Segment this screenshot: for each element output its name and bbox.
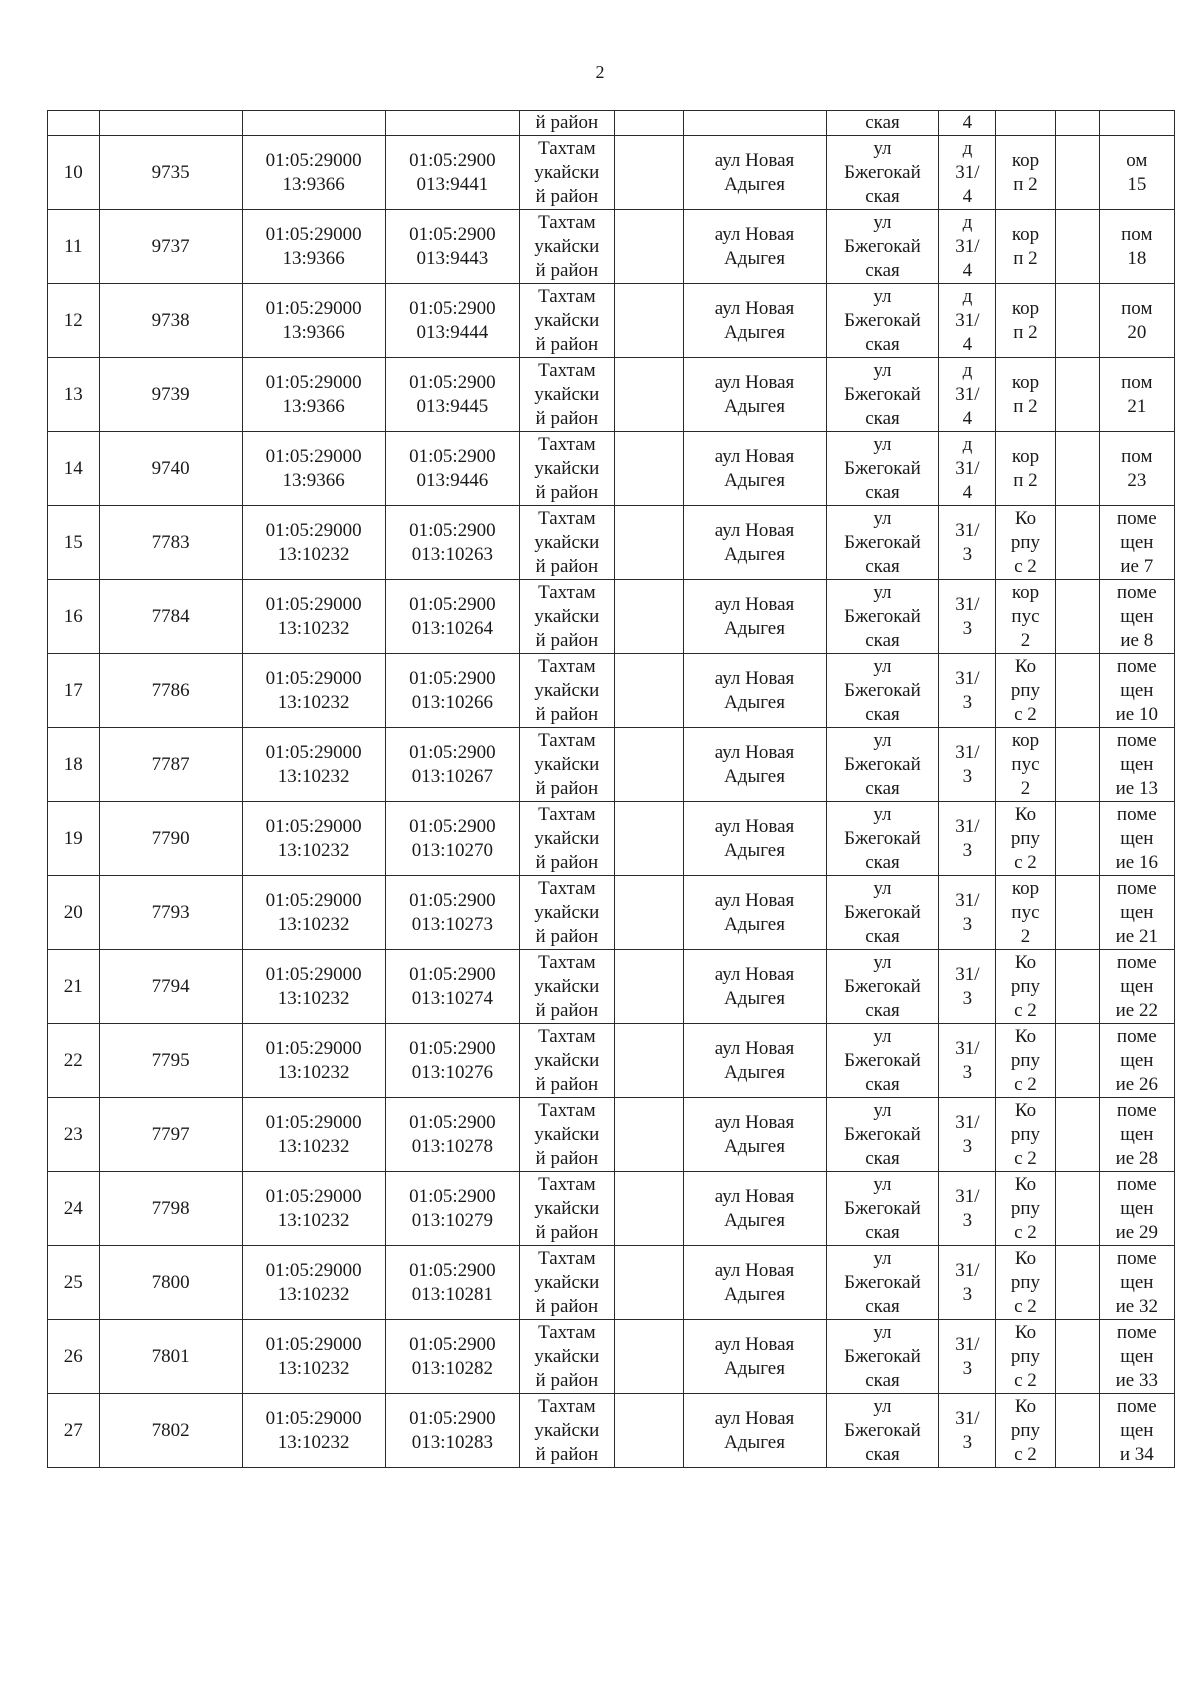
cell-locality: аул Новая Адыгея — [683, 580, 826, 654]
cell-locality: аул Новая Адыгея — [683, 876, 826, 950]
cell-building: кор п 2 — [996, 358, 1055, 432]
cell-district: Тахтам укайски й район — [520, 136, 615, 210]
cell-house: 31/ 3 — [939, 728, 996, 802]
cell-district: Тахтам укайски й район — [520, 876, 615, 950]
cell-cadastral-2: 01:05:2900 013:9444 — [385, 284, 519, 358]
cell-empty-1 — [614, 210, 683, 284]
cell-room: поме щен ие 16 — [1099, 802, 1174, 876]
cell-cadastral-2: 01:05:2900 013:9443 — [385, 210, 519, 284]
cell-house: 31/ 3 — [939, 580, 996, 654]
cell-building: Ко рпу с 2 — [996, 1320, 1055, 1394]
cell-district: Тахтам укайски й район — [520, 1098, 615, 1172]
cell-district: й район — [520, 111, 615, 136]
cell-district: Тахтам укайски й район — [520, 1394, 615, 1468]
cell-number: 7786 — [99, 654, 242, 728]
cell-no: 10 — [48, 136, 100, 210]
cell-locality: аул Новая Адыгея — [683, 950, 826, 1024]
cell-empty-1 — [614, 1024, 683, 1098]
cell-street: ул Бжегокай ская — [826, 1320, 939, 1394]
cell-cadastral-1: 01:05:29000 13:9366 — [242, 358, 385, 432]
table-row — [48, 432, 1175, 506]
cell-house: д 31/ 4 — [939, 358, 996, 432]
cell-building: кор п 2 — [996, 432, 1055, 506]
table-row — [48, 728, 1175, 802]
table-row — [48, 654, 1175, 728]
cell-locality: аул Новая Адыгея — [683, 654, 826, 728]
cell-no: 21 — [48, 950, 100, 1024]
cell-cadastral-1: 01:05:29000 13:10232 — [242, 1024, 385, 1098]
cell-street: ул Бжегокай ская — [826, 284, 939, 358]
cell-district: Тахтам укайски й район — [520, 1024, 615, 1098]
cell-no: 24 — [48, 1172, 100, 1246]
cell-locality: аул Новая Адыгея — [683, 358, 826, 432]
cell-house: 31/ 3 — [939, 1024, 996, 1098]
cell-no: 20 — [48, 876, 100, 950]
cell-street: ул Бжегокай ская — [826, 210, 939, 284]
cell-street: ул Бжегокай ская — [826, 136, 939, 210]
table-body — [48, 111, 1175, 1468]
cell-no: 25 — [48, 1246, 100, 1320]
cell-house: 31/ 3 — [939, 506, 996, 580]
cell-empty-2 — [1055, 432, 1099, 506]
cell-empty-1 — [614, 802, 683, 876]
cell-cadastral-2: 01:05:2900 013:9446 — [385, 432, 519, 506]
cell-building: Ко рпу с 2 — [996, 506, 1055, 580]
cell-cadastral-1: 01:05:29000 13:10232 — [242, 876, 385, 950]
cell-street: ул Бжегокай ская — [826, 1024, 939, 1098]
cell-number: 7798 — [99, 1172, 242, 1246]
cell-cadastral-1: 01:05:29000 13:9366 — [242, 136, 385, 210]
cell-empty-1 — [614, 1394, 683, 1468]
table-row — [48, 136, 1175, 210]
cell-cadastral-1: 01:05:29000 13:10232 — [242, 1320, 385, 1394]
table-row — [48, 580, 1175, 654]
cell-room: поме щен ие 10 — [1099, 654, 1174, 728]
cell-cadastral-2: 01:05:2900 013:10282 — [385, 1320, 519, 1394]
cell-cadastral-2: 01:05:2900 013:10274 — [385, 950, 519, 1024]
cell-no: 18 — [48, 728, 100, 802]
cell-building: Ко рпу с 2 — [996, 654, 1055, 728]
cell-building: Ко рпу с 2 — [996, 802, 1055, 876]
cell-room: поме щен ие 29 — [1099, 1172, 1174, 1246]
cell-room: поме щен ие 28 — [1099, 1098, 1174, 1172]
cell-number: 9738 — [99, 284, 242, 358]
table-row — [48, 210, 1175, 284]
cell-district: Тахтам укайски й район — [520, 506, 615, 580]
cell-cadastral-2: 01:05:2900 013:10278 — [385, 1098, 519, 1172]
cell-building: кор пус 2 — [996, 728, 1055, 802]
cell-cadastral-1: 01:05:29000 13:10232 — [242, 506, 385, 580]
cell-cadastral-2: 01:05:2900 013:10279 — [385, 1172, 519, 1246]
cell-locality — [683, 111, 826, 136]
cell-locality: аул Новая Адыгея — [683, 506, 826, 580]
cell-cadastral-2: 01:05:2900 013:10270 — [385, 802, 519, 876]
cell-room: пом 23 — [1099, 432, 1174, 506]
cell-building: кор п 2 — [996, 210, 1055, 284]
cell-building: кор пус 2 — [996, 580, 1055, 654]
cell-district: Тахтам укайски й район — [520, 432, 615, 506]
cell-district: Тахтам укайски й район — [520, 802, 615, 876]
cell-locality: аул Новая Адыгея — [683, 802, 826, 876]
cell-district: Тахтам укайски й район — [520, 580, 615, 654]
cell-cadastral-2: 01:05:2900 013:9445 — [385, 358, 519, 432]
cell-house: 31/ 3 — [939, 1246, 996, 1320]
cell-district: Тахтам укайски й район — [520, 210, 615, 284]
cell-building: Ко рпу с 2 — [996, 950, 1055, 1024]
cell-number: 7790 — [99, 802, 242, 876]
cell-street: ул Бжегокай ская — [826, 802, 939, 876]
cell-empty-1 — [614, 506, 683, 580]
table-row — [48, 506, 1175, 580]
cell-room: поме щен и 34 — [1099, 1394, 1174, 1468]
cell-street: ул Бжегокай ская — [826, 358, 939, 432]
cell-number: 7802 — [99, 1394, 242, 1468]
cell-no: 15 — [48, 506, 100, 580]
cell-building: Ко рпу с 2 — [996, 1394, 1055, 1468]
cell-empty-1 — [614, 432, 683, 506]
table-row — [48, 1024, 1175, 1098]
table-row — [48, 1098, 1175, 1172]
cell-number: 7801 — [99, 1320, 242, 1394]
cell-district: Тахтам укайски й район — [520, 1172, 615, 1246]
cell-cadastral-2: 01:05:2900 013:10276 — [385, 1024, 519, 1098]
cell-locality: аул Новая Адыгея — [683, 210, 826, 284]
cell-number: 9737 — [99, 210, 242, 284]
cell-cadastral-2: 01:05:2900 013:10263 — [385, 506, 519, 580]
cell-no: 26 — [48, 1320, 100, 1394]
cell-cadastral-2: 01:05:2900 013:10273 — [385, 876, 519, 950]
cell-locality: аул Новая Адыгея — [683, 136, 826, 210]
cell-empty-2 — [1055, 802, 1099, 876]
cell-street: ул Бжегокай ская — [826, 950, 939, 1024]
cell-empty-2 — [1055, 1320, 1099, 1394]
table-row — [48, 1320, 1175, 1394]
cell-locality: аул Новая Адыгея — [683, 284, 826, 358]
cell-empty-1 — [614, 1098, 683, 1172]
cell-empty-2 — [1055, 1394, 1099, 1468]
cell-room — [1099, 111, 1174, 136]
cell-number: 7787 — [99, 728, 242, 802]
cell-empty-2 — [1055, 876, 1099, 950]
cell-empty-2 — [1055, 1172, 1099, 1246]
cell-street: ул Бжегокай ская — [826, 654, 939, 728]
cell-cadastral-2: 01:05:2900 013:10267 — [385, 728, 519, 802]
cell-number: 7783 — [99, 506, 242, 580]
table-row — [48, 950, 1175, 1024]
cell-no: 11 — [48, 210, 100, 284]
cell-room: поме щен ие 7 — [1099, 506, 1174, 580]
cell-room: поме щен ие 21 — [1099, 876, 1174, 950]
cell-locality: аул Новая Адыгея — [683, 1024, 826, 1098]
cell-house: 31/ 3 — [939, 950, 996, 1024]
cell-cadastral-2: 01:05:2900 013:10266 — [385, 654, 519, 728]
cell-district: Тахтам укайски й район — [520, 654, 615, 728]
cell-cadastral-1: 01:05:29000 13:10232 — [242, 1246, 385, 1320]
cell-number: 7800 — [99, 1246, 242, 1320]
cell-house: 31/ 3 — [939, 654, 996, 728]
cell-district: Тахтам укайски й район — [520, 1246, 615, 1320]
cell-empty-2 — [1055, 728, 1099, 802]
cell-room: поме щен ие 32 — [1099, 1246, 1174, 1320]
table-row — [48, 1394, 1175, 1468]
cell-house: д 31/ 4 — [939, 136, 996, 210]
cell-number: 7784 — [99, 580, 242, 654]
cell-cadastral-2: 01:05:2900 013:10264 — [385, 580, 519, 654]
cell-street: ул Бжегокай ская — [826, 1172, 939, 1246]
cell-house: 31/ 3 — [939, 1098, 996, 1172]
cell-room: поме щен ие 33 — [1099, 1320, 1174, 1394]
cell-no: 16 — [48, 580, 100, 654]
cell-building: кор п 2 — [996, 284, 1055, 358]
cell-house: д 31/ 4 — [939, 432, 996, 506]
cell-empty-1 — [614, 950, 683, 1024]
cell-cadastral-2: 01:05:2900 013:10283 — [385, 1394, 519, 1468]
cell-street: ул Бжегокай ская — [826, 432, 939, 506]
cell-locality: аул Новая Адыгея — [683, 1394, 826, 1468]
table-row — [48, 1172, 1175, 1246]
cell-empty-2 — [1055, 580, 1099, 654]
cell-street: ул Бжегокай ская — [826, 580, 939, 654]
cell-empty-1 — [614, 654, 683, 728]
table-row — [48, 284, 1175, 358]
cell-empty-1 — [614, 728, 683, 802]
cell-room: поме щен ие 13 — [1099, 728, 1174, 802]
continuation-row — [48, 111, 1175, 136]
cell-cadastral-1: 01:05:29000 13:10232 — [242, 654, 385, 728]
cell-street: ул Бжегокай ская — [826, 728, 939, 802]
cell-building: кор пус 2 — [996, 876, 1055, 950]
cell-house: 31/ 3 — [939, 876, 996, 950]
table-row — [48, 802, 1175, 876]
cell-street: ул Бжегокай ская — [826, 876, 939, 950]
cell-room: поме щен ие 22 — [1099, 950, 1174, 1024]
cell-room: поме щен ие 26 — [1099, 1024, 1174, 1098]
cell-no: 19 — [48, 802, 100, 876]
cell-empty-1 — [614, 358, 683, 432]
cell-number: 9735 — [99, 136, 242, 210]
cell-cadastral-2: 01:05:2900 013:10281 — [385, 1246, 519, 1320]
cell-locality: аул Новая Адыгея — [683, 1246, 826, 1320]
cell-number: 9740 — [99, 432, 242, 506]
cell-empty-2 — [1055, 1024, 1099, 1098]
cell-locality: аул Новая Адыгея — [683, 728, 826, 802]
cell-district: Тахтам укайски й район — [520, 284, 615, 358]
cell-cadastral-1: 01:05:29000 13:10232 — [242, 1098, 385, 1172]
cell-building: Ко рпу с 2 — [996, 1172, 1055, 1246]
cell-empty-2 — [1055, 1098, 1099, 1172]
cell-locality: аул Новая Адыгея — [683, 1172, 826, 1246]
cell-empty-2 — [1055, 1246, 1099, 1320]
cell-locality: аул Новая Адыгея — [683, 1098, 826, 1172]
cell-house: 4 — [939, 111, 996, 136]
cell-no: 17 — [48, 654, 100, 728]
cell-cadastral-1: 01:05:29000 13:10232 — [242, 802, 385, 876]
cell-cadastral-1: 01:05:29000 13:10232 — [242, 1172, 385, 1246]
cell-empty-1 — [614, 1172, 683, 1246]
cell-empty-1 — [614, 580, 683, 654]
cell-street: ская — [826, 111, 939, 136]
cell-locality: аул Новая Адыгея — [683, 1320, 826, 1394]
table-row — [48, 358, 1175, 432]
cell-no: 13 — [48, 358, 100, 432]
cell-building: кор п 2 — [996, 136, 1055, 210]
cell-cadastral-2 — [385, 111, 519, 136]
cell-empty-1 — [614, 111, 683, 136]
cell-empty-2 — [1055, 136, 1099, 210]
cell-empty-2 — [1055, 506, 1099, 580]
cell-number: 7794 — [99, 950, 242, 1024]
cell-room: поме щен ие 8 — [1099, 580, 1174, 654]
cell-house: д 31/ 4 — [939, 284, 996, 358]
cell-cadastral-1: 01:05:29000 13:9366 — [242, 284, 385, 358]
cell-no — [48, 111, 100, 136]
cell-building: Ко рпу с 2 — [996, 1024, 1055, 1098]
cell-empty-2 — [1055, 358, 1099, 432]
table-row — [48, 876, 1175, 950]
cell-locality: аул Новая Адыгея — [683, 432, 826, 506]
cell-house: 31/ 3 — [939, 1394, 996, 1468]
cell-empty-1 — [614, 284, 683, 358]
cell-no: 22 — [48, 1024, 100, 1098]
cell-empty-2 — [1055, 111, 1099, 136]
cell-cadastral-1: 01:05:29000 13:10232 — [242, 1394, 385, 1468]
cell-cadastral-1 — [242, 111, 385, 136]
cell-room: пом 18 — [1099, 210, 1174, 284]
cell-cadastral-1: 01:05:29000 13:10232 — [242, 580, 385, 654]
cell-district: Тахтам укайски й район — [520, 1320, 615, 1394]
cell-empty-1 — [614, 1320, 683, 1394]
cell-house: 31/ 3 — [939, 1320, 996, 1394]
cell-room: пом 21 — [1099, 358, 1174, 432]
cell-cadastral-1: 01:05:29000 13:10232 — [242, 950, 385, 1024]
cell-room: пом 20 — [1099, 284, 1174, 358]
cell-street: ул Бжегокай ская — [826, 1394, 939, 1468]
cell-building — [996, 111, 1055, 136]
cell-cadastral-1: 01:05:29000 13:10232 — [242, 728, 385, 802]
cell-number: 7797 — [99, 1098, 242, 1172]
cell-cadastral-1: 01:05:29000 13:9366 — [242, 432, 385, 506]
cell-street: ул Бжегокай ская — [826, 1246, 939, 1320]
cell-district: Тахтам укайски й район — [520, 358, 615, 432]
cell-empty-2 — [1055, 654, 1099, 728]
cell-cadastral-1: 01:05:29000 13:9366 — [242, 210, 385, 284]
cell-number — [99, 111, 242, 136]
cell-no: 23 — [48, 1098, 100, 1172]
cell-no: 14 — [48, 432, 100, 506]
cell-house: 31/ 3 — [939, 1172, 996, 1246]
page-number: 2 — [595, 62, 605, 82]
cell-number: 7793 — [99, 876, 242, 950]
cell-street: ул Бжегокай ская — [826, 1098, 939, 1172]
cell-cadastral-2: 01:05:2900 013:9441 — [385, 136, 519, 210]
cell-house: 31/ 3 — [939, 802, 996, 876]
cell-empty-1 — [614, 876, 683, 950]
cell-empty-1 — [614, 136, 683, 210]
cell-empty-2 — [1055, 284, 1099, 358]
cell-number: 9739 — [99, 358, 242, 432]
cell-empty-2 — [1055, 950, 1099, 1024]
cell-room: ом 15 — [1099, 136, 1174, 210]
cell-no: 12 — [48, 284, 100, 358]
table-row — [48, 1246, 1175, 1320]
cell-district: Тахтам укайски й район — [520, 950, 615, 1024]
cell-district: Тахтам укайски й район — [520, 728, 615, 802]
cell-house: д 31/ 4 — [939, 210, 996, 284]
cell-no: 27 — [48, 1394, 100, 1468]
cell-number: 7795 — [99, 1024, 242, 1098]
cell-building: Ко рпу с 2 — [996, 1098, 1055, 1172]
cell-street: ул Бжегокай ская — [826, 506, 939, 580]
cell-building: Ко рпу с 2 — [996, 1246, 1055, 1320]
cell-empty-2 — [1055, 210, 1099, 284]
cell-empty-1 — [614, 1246, 683, 1320]
registry-table — [47, 110, 1175, 1468]
